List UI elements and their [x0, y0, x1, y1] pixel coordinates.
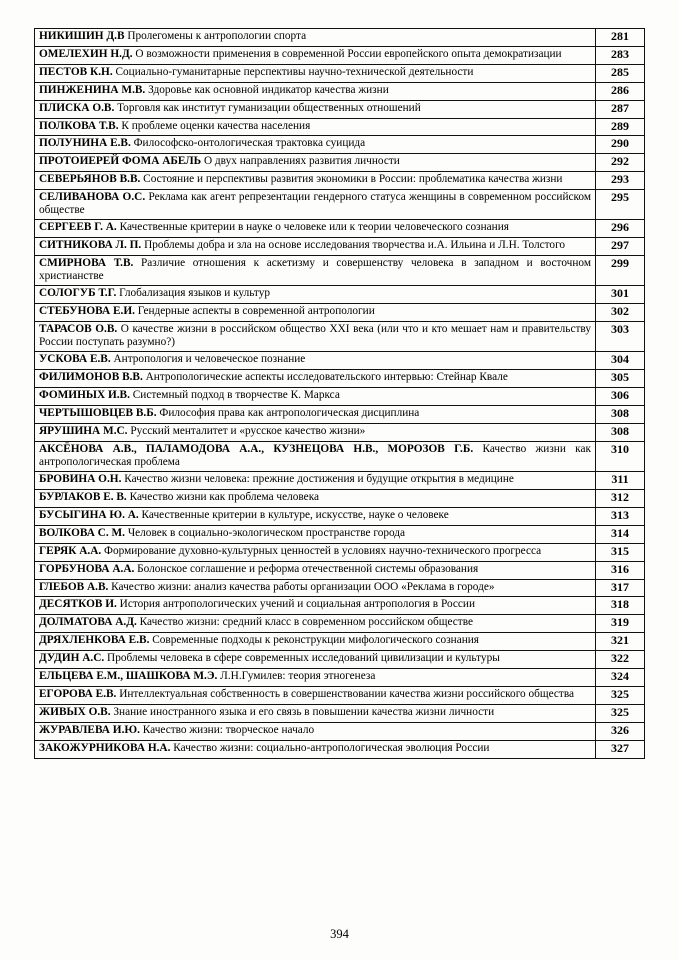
entry-title: История антропологических учений и социальная антропология в России — [119, 598, 476, 611]
table-row — [35, 615, 645, 633]
page-number: 394 — [330, 927, 349, 941]
entry-title: Качество жизни человека: прежние достижения и будущие открытия в медицине — [124, 473, 514, 486]
entry-text-cell — [35, 322, 596, 352]
entry-text-cell — [35, 82, 596, 100]
entry-page-number: 324 — [596, 669, 645, 687]
table-row — [35, 100, 645, 118]
table-row — [35, 406, 645, 424]
table-row — [35, 190, 645, 220]
entry-title: Системный подход в творчестве К. Маркса — [132, 389, 340, 402]
entry-text-cell — [35, 238, 596, 256]
entry-text-cell — [35, 441, 596, 471]
entry-author: ГЕРЯК А.А. — [39, 544, 102, 557]
entry-title: Гендерные аспекты в современной антропологии — [137, 305, 375, 318]
entry-author: ЯРУШИНА М.С. — [39, 424, 128, 437]
entry-title: Антропология и человеческое познание — [113, 353, 306, 366]
entry-author: ДОЛМАТОВА А.Д. — [39, 616, 137, 629]
table-row — [35, 238, 645, 256]
entry-page-number: 315 — [596, 543, 645, 561]
entry-page-number: 302 — [596, 304, 645, 322]
entry-author: ВОЛКОВА С. М. — [39, 526, 125, 539]
entry-page-number: 286 — [596, 82, 645, 100]
entry-text-cell — [35, 740, 596, 758]
entry-author: ДУДИН А.С. — [39, 652, 105, 665]
table-row — [35, 507, 645, 525]
entry-text-cell — [35, 220, 596, 238]
entry-text-cell — [35, 136, 596, 154]
entry-title: Качество жизни как антропологическая проблема — [39, 442, 591, 468]
entry-title: Социально-гуманитарные перспективы научно-технической деятельности — [115, 65, 474, 78]
entry-page-number: 310 — [596, 441, 645, 471]
entry-text-cell — [35, 172, 596, 190]
table-row — [35, 579, 645, 597]
entry-page-number: 314 — [596, 525, 645, 543]
table-row — [35, 172, 645, 190]
entry-author: БУРЛАКОВ Е. В. — [39, 490, 127, 503]
entry-text-cell — [35, 669, 596, 687]
entry-title: Л.Н.Гумилев: теория этногенеза — [220, 670, 376, 683]
entry-text-cell — [35, 190, 596, 220]
table-row — [35, 29, 645, 47]
entry-page-number: 281 — [596, 29, 645, 47]
entry-title: Качественные критерии в науке о человеке или к теории человеческого сознания — [119, 221, 509, 234]
entry-title: Современные подходы к реконструкции мифологического сознания — [152, 634, 480, 647]
entry-author: ПЕСТОВ К.Н. — [39, 65, 113, 78]
entry-page-number: 295 — [596, 190, 645, 220]
entry-author: СТЕБУНОВА Е.И. — [39, 305, 135, 318]
table-row — [35, 472, 645, 490]
entry-page-number: 305 — [596, 370, 645, 388]
entry-page-number: 311 — [596, 472, 645, 490]
entry-author: ЖУРАВЛЕВА И.Ю. — [39, 723, 140, 736]
entry-page-number: 304 — [596, 352, 645, 370]
entry-text-cell — [35, 722, 596, 740]
entry-author: СОЛОГУБ Т.Г. — [39, 287, 117, 300]
entry-title: Здоровье как основной индикатор качества жизни — [148, 83, 389, 96]
entry-title: О возможности применения в современной России европейского опыта демократизации — [135, 47, 562, 60]
entry-text-cell — [35, 154, 596, 172]
table-row — [35, 220, 645, 238]
entry-title: Торговля как институт гуманизации общественных отношений — [117, 101, 421, 114]
table-row — [35, 489, 645, 507]
entry-text-cell — [35, 64, 596, 82]
table-row — [35, 304, 645, 322]
entry-title: Человек в социально-экологическом пространстве города — [127, 526, 406, 539]
entry-page-number: 301 — [596, 286, 645, 304]
entry-page-number: 297 — [596, 238, 645, 256]
entry-text-cell — [35, 304, 596, 322]
entry-author: ОМЕЛЕХИН Н.Д. — [39, 47, 133, 60]
entry-page-number: 321 — [596, 633, 645, 651]
entry-title: Проблемы человека в сфере современных исследований цивилизации и культуры — [107, 652, 500, 665]
entry-title: О двух направлениях развития личности — [203, 155, 400, 168]
entry-author: СЕЛИВАНОВА О.С. — [39, 191, 146, 204]
table-row — [35, 64, 645, 82]
table-row — [35, 704, 645, 722]
entry-page-number: 296 — [596, 220, 645, 238]
entry-author: ЕГОРОВА Е.В. — [39, 687, 117, 700]
entry-text-cell — [35, 525, 596, 543]
entry-text-cell — [35, 704, 596, 722]
entry-text-cell — [35, 597, 596, 615]
entry-author: ТАРАСОВ О.В. — [39, 323, 118, 336]
entry-page-number: 303 — [596, 322, 645, 352]
entry-page-number: 326 — [596, 722, 645, 740]
entry-text-cell — [35, 352, 596, 370]
entry-author: ДЕСЯТКОВ И. — [39, 598, 117, 611]
entry-text-cell — [35, 423, 596, 441]
entry-title: Качество жизни: социально-антропологическая эволюция России — [173, 741, 490, 754]
entry-author: ПОЛУНИНА Е.В. — [39, 137, 131, 150]
table-row — [35, 686, 645, 704]
entry-text-cell — [35, 370, 596, 388]
entry-page-number: 327 — [596, 740, 645, 758]
entry-author: ФОМИНЫХ И.В. — [39, 389, 130, 402]
entry-text-cell — [35, 46, 596, 64]
entry-text-cell — [35, 286, 596, 304]
entry-page-number: 313 — [596, 507, 645, 525]
entry-author: АКСЁНОВА А.В., ПАЛАМОДОВА А.А., КУЗНЕЦОВА Н.В., МОРОЗОВ Г.Б. — [39, 442, 474, 455]
entry-page-number: 318 — [596, 597, 645, 615]
entry-page-number: 290 — [596, 136, 645, 154]
entry-title: Качество жизни: средний класс в современном российском обществе — [139, 616, 473, 629]
entry-text-cell — [35, 406, 596, 424]
table-row — [35, 543, 645, 561]
entry-author: ПИНЖЕНИНА М.В. — [39, 83, 146, 96]
entry-author: БУСЫГИНА Ю. А. — [39, 508, 139, 521]
entry-title: Антропологические аспекты исследовательского интервью: Стейнар Квале — [145, 371, 508, 384]
entry-page-number: 299 — [596, 256, 645, 286]
entry-title: Русский менталитет и «русское качество жизни» — [130, 424, 366, 437]
entry-page-number: 289 — [596, 118, 645, 136]
table-row — [35, 286, 645, 304]
entry-author: ЕЛЬЦЕВА Е.М., ШАШКОВА М.Э. — [39, 670, 218, 683]
entry-page-number: 322 — [596, 651, 645, 669]
entry-text-cell — [35, 100, 596, 118]
table-row — [35, 722, 645, 740]
entry-author: ПРОТОИЕРЕЙ ФОМА АБЕЛЬ — [39, 155, 202, 168]
entry-page-number: 325 — [596, 686, 645, 704]
entry-title: Знание иностранного языка и его связь в повышении качества жизни личности — [113, 705, 495, 718]
entry-author: ЧЕРТЫШОВЦЕВ В.Б. — [39, 407, 157, 420]
table-row — [35, 441, 645, 471]
table-row — [35, 154, 645, 172]
entry-text-cell — [35, 256, 596, 286]
entry-title: Глобализация языков и культур — [119, 287, 271, 300]
table-row — [35, 322, 645, 352]
entry-title: Болонское соглашение и реформа отечественной системы образования — [137, 562, 479, 575]
table-row — [35, 633, 645, 651]
entry-author: СЕВЕРЬЯНОВ В.В. — [39, 173, 141, 186]
entry-title: Качество жизни: творческое начало — [142, 723, 315, 736]
entry-page-number: 287 — [596, 100, 645, 118]
entry-text-cell — [35, 489, 596, 507]
entry-title: Различие отношения к аскетизму и совершенству человека в западном и восточном христианстве — [39, 257, 591, 283]
entry-page-number: 316 — [596, 561, 645, 579]
entry-page-number: 308 — [596, 406, 645, 424]
entry-author: СИТНИКОВА Л. П. — [39, 239, 142, 252]
table-row — [35, 46, 645, 64]
table-row — [35, 256, 645, 286]
table-row — [35, 118, 645, 136]
entry-page-number: 317 — [596, 579, 645, 597]
entry-page-number: 283 — [596, 46, 645, 64]
entry-author: ГЛЕБОВ А.В. — [39, 580, 109, 593]
entry-author: ПЛИСКА О.В. — [39, 101, 115, 114]
entry-page-number: 312 — [596, 489, 645, 507]
entry-text-cell — [35, 579, 596, 597]
table-row — [35, 388, 645, 406]
table-row — [35, 525, 645, 543]
entry-text-cell — [35, 118, 596, 136]
entry-text-cell — [35, 543, 596, 561]
entry-page-number: 292 — [596, 154, 645, 172]
table-row — [35, 561, 645, 579]
entry-page-number: 285 — [596, 64, 645, 82]
table-row — [35, 82, 645, 100]
entry-text-cell — [35, 561, 596, 579]
entry-title: Проблемы добра и зла на основе исследования творчества и.А. Ильина и Л.Н. Толстого — [144, 239, 566, 252]
table-row — [35, 669, 645, 687]
entry-text-cell — [35, 633, 596, 651]
entry-title: Интеллектуальная собственность в совершенствовании качества жизни российского общества — [119, 687, 575, 700]
table-row — [35, 136, 645, 154]
entry-author: ФИЛИМОНОВ В.В. — [39, 371, 143, 384]
entry-title: Качество жизни: анализ качества работы организации ООО «Реклама в городе» — [111, 580, 495, 593]
entry-page-number: 308 — [596, 423, 645, 441]
entry-author: ДРЯХЛЕНКОВА Е.В. — [39, 634, 150, 647]
table-row — [35, 740, 645, 758]
entry-author: ЖИВЫХ О.В. — [39, 705, 111, 718]
entry-author: ЗАКОЖУРНИКОВА Н.А. — [39, 741, 171, 754]
entry-text-cell — [35, 507, 596, 525]
entry-page-number: 293 — [596, 172, 645, 190]
entry-author: УСКОВА Е.В. — [39, 353, 111, 366]
entry-page-number: 319 — [596, 615, 645, 633]
entry-author: СМИРНОВА Т.В. — [39, 257, 134, 270]
table-row — [35, 352, 645, 370]
entry-author: СЕРГЕЕВ Г. А. — [39, 221, 117, 234]
entry-title: Формирование духовно-культурных ценностей в условиях научно-технического прогресса — [104, 544, 542, 557]
entry-title: Качество жизни как проблема человека — [129, 490, 320, 503]
table-row — [35, 597, 645, 615]
entry-author: БРОВИНА О.Н. — [39, 473, 122, 486]
table-row — [35, 651, 645, 669]
entry-text-cell — [35, 388, 596, 406]
entry-title: Философско-онтологическая трактовка суицида — [133, 137, 366, 150]
entry-title: К проблеме оценки качества населения — [121, 119, 311, 132]
entry-title: Качественные критерии в культуре, искусстве, науке о человеке — [141, 508, 449, 521]
entry-text-cell — [35, 472, 596, 490]
table-row — [35, 423, 645, 441]
entry-author: ГОРБУНОВА А.А. — [39, 562, 135, 575]
entry-page-number: 306 — [596, 388, 645, 406]
entry-text-cell — [35, 29, 596, 47]
entry-author: НИКИШИН Д.В — [39, 30, 125, 42]
table-row — [35, 370, 645, 388]
entry-title: О качестве жизни в российском общество XXI века (или что и кто мешает нам и правительству России поступать разумно?) — [39, 323, 591, 349]
entry-page-number: 325 — [596, 704, 645, 722]
entry-text-cell — [35, 615, 596, 633]
entry-title: Философия права как антропологическая дисциплина — [159, 407, 420, 420]
table-of-contents — [34, 28, 645, 759]
entry-text-cell — [35, 686, 596, 704]
entry-title: Пролегомены к антропологии спорта — [127, 30, 307, 42]
entry-title: Реклама как агент репрезентации гендерного статуса женщины в современном российском обществе — [39, 191, 591, 217]
entry-text-cell — [35, 651, 596, 669]
entry-title: Состояние и перспективы развития экономики в России: проблематика качества жизни — [143, 173, 563, 186]
entry-author: ПОЛКОВА Т.В. — [39, 119, 119, 132]
